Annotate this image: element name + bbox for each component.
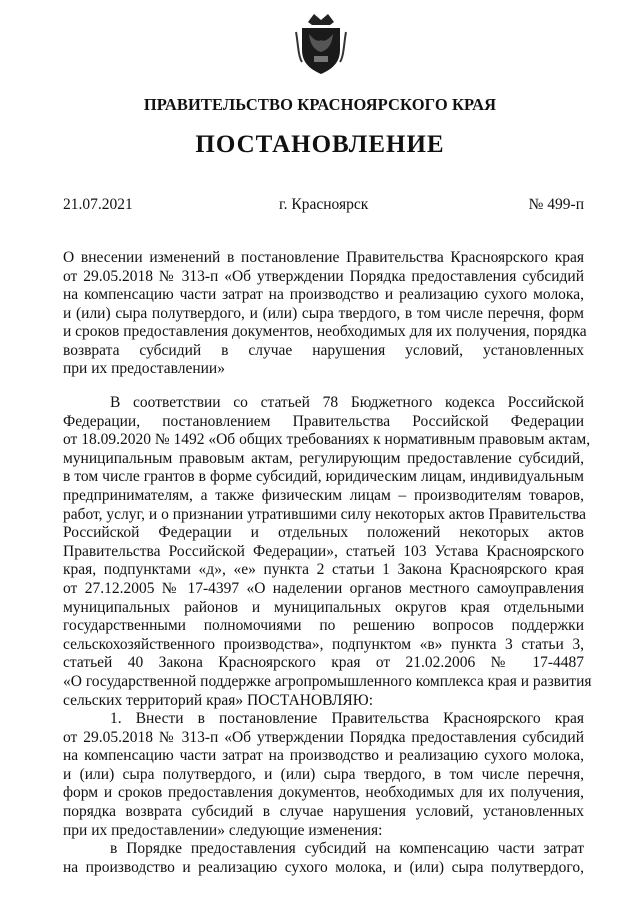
body-line: в Порядке предоставления субсидий на компенсацию части затрат [110,840,584,858]
document-body [63,394,592,877]
body-line: муниципальным правовым актам, регулирующим предоставление субсидий, [63,449,584,467]
body-line: сельскохозяйственного производства», подпунктом «в» пункта 3 статьи 3, [63,635,584,653]
title-line: и (или) сыра полутвердого, и (или) сыра твердого, в том числе перечня, форм [63,304,584,322]
body-line: Федерации, постановлением Правительства Российской Федерации [63,412,584,430]
title-line: возврата субсидий в случае нарушения условий, установленных [63,341,584,359]
body-line: порядка возврата субсидий в случае нарушения условий, установленных [63,803,584,821]
title-line: О внесении изменений в постановление Правительства Красноярского края [63,249,584,266]
body-line: и (или) сыра полутвердого, и (или) сыра твердого, в том числе перечня, [63,765,584,783]
document-city: г. Красноярск [279,196,369,213]
body-line: на компенсацию части затрат на производство и реализацию сухого молока, [63,747,584,765]
body-line: Правительства Российской Федерации», статьей 103 Устава Красноярского [63,542,584,560]
title-line: при их предоставлении» [63,360,225,377]
body-line: от 18.09.2020 № 1492 «Об общих требованиях к нормативным правовым актам, [63,431,591,449]
body-line: от 27.12.2005 № 17-4397 «О наделении органов местного самоуправления [63,579,584,597]
title-line: на компенсацию части затрат на производство и реализацию сухого молока, [63,286,584,303]
document-date: 21.07.2021 [63,196,133,213]
title-line: от 29.05.2018 № 313-п «Об утверждении Порядка предоставления субсидий [63,267,584,285]
title-line: и сроков предоставления документов, необходимых для их получения, порядка [63,323,587,340]
body-line: 1. Внести в постановление Правительства Красноярского края [110,710,584,728]
coat-of-arms-icon [294,12,348,76]
body-line: сельских территорий края» ПОСТАНОВЛЯЮ: [63,691,374,709]
document-type: ПОСТАНОВЛЕНИЕ [195,131,445,158]
body-line: предпринимателям, а также физическим лицам – производителям товаров, [63,486,584,504]
body-line: государственными полномочиями по решению вопросов поддержки [63,617,584,635]
organization-name: ПРАВИТЕЛЬСТВО КРАСНОЯРСКОГО КРАЯ [143,95,497,114]
body-line: работ, услуг, и о признании утратившими силу некоторых актов Правительства [63,505,586,523]
body-line: в том числе грантов в форме субсидий, юридическим лицам, индивидуальным [63,468,584,486]
body-line: статьей 40 Закона Красноярского края от 21.02.2006 № 17-4487 [63,654,584,672]
body-line: Российской Федерации и отдельных положений некоторых актов [63,524,584,542]
body-line: края, подпунктами «д», «е» пункта 2 статьи 1 Закона Красноярского края [63,561,584,579]
body-line: В соответствии со статьей 78 Бюджетного кодекса Российской [110,394,584,411]
document-title [63,249,587,379]
body-line: при их предоставлении» следующие изменения: [63,821,383,839]
body-line: муниципальных районов и муниципальных округов края отдельными [63,598,584,616]
document-number: № 499-п [528,196,584,213]
body-line: форм и сроков предоставления документов, необходимых для их получения, [63,784,584,802]
body-line: «О государственной поддержке агропромышленного комплекса края и развития [63,672,592,690]
body-line: на производство и реализацию сухого молока, и (или) сыра полутвердого, [63,858,584,876]
body-line: от 29.05.2018 № 313-п «Об утверждении Порядка предоставления субсидий [63,728,584,746]
